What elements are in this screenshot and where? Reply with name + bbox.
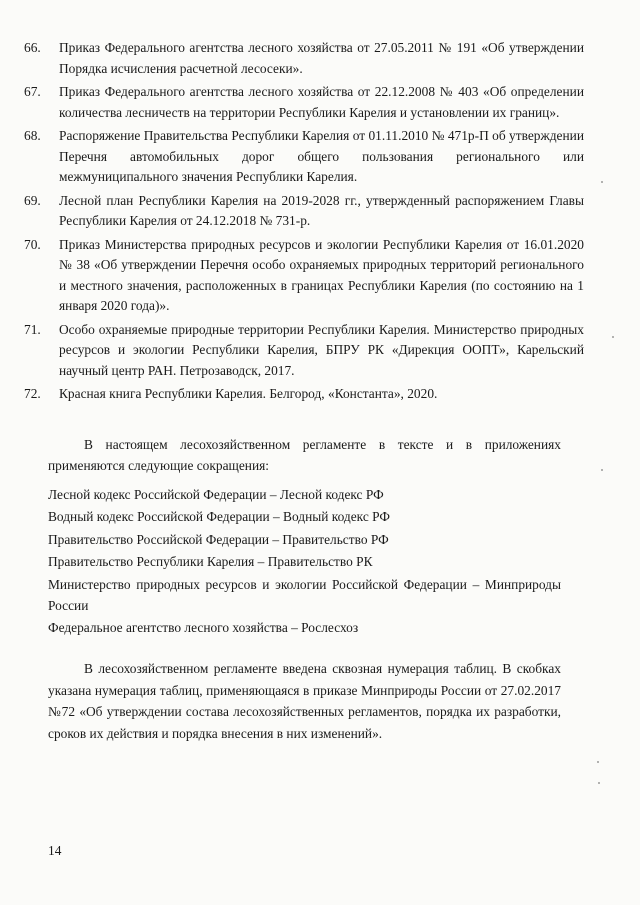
scan-speck bbox=[597, 761, 599, 763]
reference-number: 72. bbox=[24, 386, 41, 401]
reference-number: 71. bbox=[24, 321, 41, 337]
reference-number: 69. bbox=[24, 192, 41, 208]
abbreviations-intro: В настоящем лесохозяйственном регламенте в тексте и в приложениях применяются следующие сокращения: bbox=[48, 437, 561, 473]
abbreviation-item: Лесной кодекс Российской Федерации – Лесной кодекс РФ bbox=[48, 487, 384, 502]
abbreviation-item: Министерство природных ресурсов и экологии Российской Федерации – Минприроды России bbox=[48, 576, 561, 613]
reference-text: Приказ Министерства природных ресурсов и экологии Республики Карелия от 16.01.2020 № 38 «Об утверждении Перечня особо охраняемых природных территорий регионального и местного значения, расположенных в границах Республики Карелия (по состоянию на 1 января 2020 года)». bbox=[59, 236, 584, 313]
reference-item bbox=[24, 191, 584, 232]
reference-item bbox=[24, 235, 584, 317]
abbreviation-item: Водный кодекс Российской Федерации – Водный кодекс РФ bbox=[48, 509, 390, 525]
page-number: 14 bbox=[48, 843, 62, 858]
table-numbering-note: В лесохозяйственном регламенте введена сквозная нумерация таблиц. В скобках указана нумерация таблиц, применяющаяся в приказе Минприроды России от 27.02.2017 №72 «Об утверждении состава лесохозяйственных регламентов, порядка их разработки, сроков их действия и порядка внесения в них изменений». bbox=[48, 661, 561, 741]
reference-text: Приказ Федерального агентства лесного хозяйства от 22.12.2008 № 403 «Об определении количества лесничеств на территории Республики Карелия и установлении их границ». bbox=[59, 84, 584, 120]
reference-text: Распоряжение Правительства Республики Карелия от 01.11.2010 № 471р-П об утверждении Перечня автомобильных дорог общего пользования регионального или межмуниципального значения Республики Карелия. bbox=[59, 128, 584, 184]
reference-number: 70. bbox=[24, 236, 41, 252]
reference-text: Особо охраняемые природные территории Республики Карелия. Министерство природных ресурсов и экологии Республики Карелия, БПРУ РК «Дирекция ООПТ», Карельский научный центр РАН. Петрозаводск, 2017. bbox=[59, 321, 584, 378]
scan-speck bbox=[601, 181, 603, 183]
reference-item bbox=[24, 320, 584, 382]
abbreviation-item: Правительство Республики Карелия – Правительство РК bbox=[48, 554, 373, 570]
reference-text: Приказ Федерального агентства лесного хозяйства от 27.05.2011 № 191 «Об утверждении Порядка исчисления расчетной лесосеки». bbox=[59, 40, 584, 76]
reference-text: Красная книга Республики Карелия. Белгород, «Константа», 2020. bbox=[59, 386, 438, 401]
reference-item bbox=[24, 38, 584, 79]
reference-text: Лесной план Республики Карелия на 2019-2028 гг., утвержденный распоряжением Главы Республики Карелия от 24.12.2018 № 731-р. bbox=[59, 192, 584, 228]
abbreviation-item: Федеральное агентство лесного хозяйства – Рослесхоз bbox=[48, 619, 359, 635]
reference-number: 67. bbox=[24, 84, 41, 99]
abbreviation-list bbox=[48, 484, 561, 639]
reference-item bbox=[24, 384, 584, 405]
scan-speck bbox=[612, 336, 614, 338]
reference-list bbox=[24, 38, 584, 408]
abbreviation-item: Правительство Российской Федерации – Правительство РФ bbox=[48, 531, 389, 547]
reference-item bbox=[24, 126, 584, 188]
scan-speck bbox=[598, 782, 600, 784]
reference-item bbox=[24, 82, 584, 123]
reference-number: 68. bbox=[24, 128, 41, 143]
reference-number: 66. bbox=[24, 40, 41, 55]
scan-speck bbox=[601, 469, 603, 471]
